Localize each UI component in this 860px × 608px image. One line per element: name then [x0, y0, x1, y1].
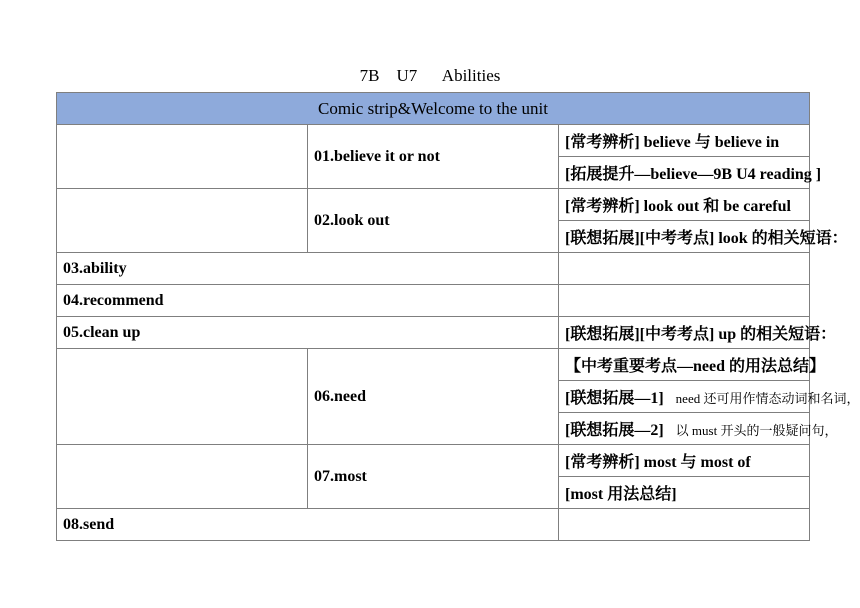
note-cell	[559, 253, 810, 285]
term-cell: 08.send	[57, 509, 559, 541]
index-cell	[57, 445, 308, 509]
note-cell	[559, 285, 810, 317]
index-cell	[57, 349, 308, 445]
note-cell: [联想拓展][中考考点] look 的相关短语：	[559, 221, 810, 253]
term-cell: 06.need	[308, 349, 559, 445]
note-cell	[559, 413, 838, 445]
term-cell: 03.ability	[57, 253, 559, 285]
document-title: 7B U7 Abilities	[359, 66, 501, 85]
note-cell: [常考辨析] look out 和 be careful	[559, 189, 810, 221]
note-cell	[559, 381, 860, 413]
term-cell: 01.believe it or not	[308, 125, 559, 189]
table-row	[57, 445, 810, 477]
note-cell: 【中考重要考点—need 的用法总结】	[559, 349, 810, 381]
term-cell: 05.clean up	[57, 317, 559, 349]
note-cell: [常考辨析] believe 与 believe in	[559, 125, 810, 157]
section-header: Comic strip&Welcome to the unit	[57, 93, 810, 125]
index-cell	[57, 125, 308, 189]
table-row	[57, 189, 810, 221]
index-cell	[57, 189, 308, 253]
table-row	[57, 285, 810, 317]
note-cell: [拓展提升—believe—9B U4 reading ]	[559, 157, 810, 189]
note-label: [联想拓展—2]	[565, 422, 664, 439]
note-detail: 以 must 开头的一般疑问句，	[675, 423, 838, 438]
table-row	[57, 317, 810, 349]
term-cell: 07.most	[308, 445, 559, 509]
table-row	[57, 125, 810, 157]
note-detail: need 还可用作情态动词和名词，	[675, 391, 860, 406]
note-cell: [most 用法总结]	[559, 477, 810, 509]
note-cell	[559, 509, 810, 541]
note-cell: [联想拓展][中考考点] up 的相关短语：	[559, 317, 810, 349]
note-cell: [常考辨析] most 与 most of	[559, 445, 810, 477]
term-cell: 02.look out	[308, 189, 559, 253]
table-row	[57, 509, 810, 541]
table-row	[57, 253, 810, 285]
table-row	[57, 349, 810, 381]
note-label: [联想拓展—1]	[565, 390, 664, 407]
term-cell: 04.recommend	[57, 285, 559, 317]
section-header-row	[57, 93, 810, 125]
vocab-table	[56, 92, 860, 541]
